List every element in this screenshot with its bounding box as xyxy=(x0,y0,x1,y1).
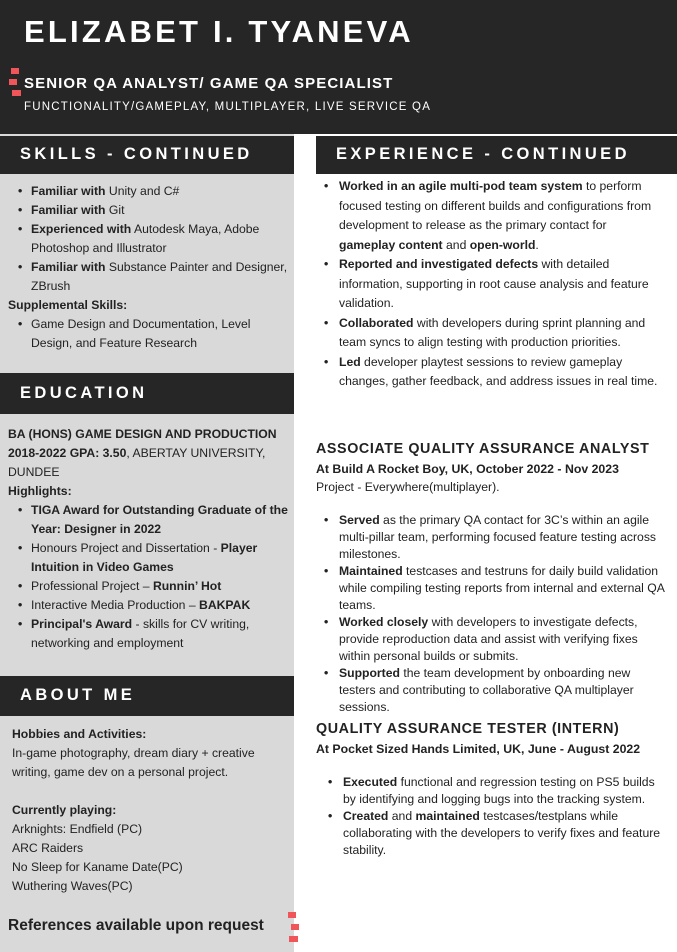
skill-level: Familiar with xyxy=(31,260,106,274)
supplemental-skills-list xyxy=(8,315,288,353)
skill-item xyxy=(8,258,288,296)
bullet-text: with developers to investigate defects, provide reproduction data and assist with verifying fixes within personal builds or submits. xyxy=(339,615,638,663)
highlight-item xyxy=(8,596,290,615)
candidate-specialties: FUNCTIONALITY/GAMEPLAY, MULTIPLAYER, LIVE SERVICE QA xyxy=(24,101,432,113)
skill-item xyxy=(8,201,288,220)
job-meta-qa-tester: At Pocket Sized Hands Limited, UK, June - August 2022 xyxy=(316,742,641,756)
bullet-bold: open-world xyxy=(469,237,536,252)
bullet-text: testcases and testruns for daily build validation while compiling testing reports from internal and external QA teams. xyxy=(339,564,665,612)
skill-level: Experienced with xyxy=(31,222,132,236)
skill-item xyxy=(8,182,288,201)
job-bullets-associate-qa xyxy=(316,512,666,716)
job-project-associate-qa: Project - Everywhere(multiplayer). xyxy=(316,480,500,494)
game-item: Arknights: Endfield (PC) xyxy=(12,822,143,836)
about-section xyxy=(12,725,290,896)
degree-gpa: GPA: 3.50 xyxy=(69,446,127,460)
job-bullet xyxy=(316,563,666,614)
highlight-bold: TIGA Award for Outstanding Graduate of the Year: Designer in 2022 xyxy=(31,503,288,536)
skill-text: Autodesk Maya, Adobe Photoshop and Illustrator xyxy=(31,222,260,255)
highlight-item xyxy=(8,539,290,577)
candidate-role: SENIOR QA ANALYST/ GAME QA SPECIALIST xyxy=(24,75,394,92)
bullet-text: functional and regression testing on PS5 builds by identifying and logging bugs into the tracking system. xyxy=(343,775,655,806)
skills-section xyxy=(8,182,288,353)
highlight-text: Professional Project – xyxy=(31,579,153,593)
education-heading-band xyxy=(0,373,294,414)
game-item: Wuthering Waves(PC) xyxy=(12,879,133,893)
accent-bracket-icon xyxy=(7,66,25,106)
bullet-text: as the primary QA contact for 3C’s within an agile multi-pillar team, performing focused feature testing across milestones. xyxy=(339,513,657,561)
bullet-text: the team development by onboarding new testers and contributing to collaborative QA multiplayer sessions. xyxy=(339,666,634,714)
accent-bracket-icon xyxy=(284,910,302,950)
highlights-label: Highlights: xyxy=(8,484,72,498)
degree-title: BA (HONS) GAME DESIGN AND PRODUCTION xyxy=(8,427,277,441)
skill-level: Familiar with xyxy=(31,203,106,217)
job-bullet xyxy=(320,808,670,859)
bullet-text: and xyxy=(388,809,416,823)
job-bullets-qa-tester xyxy=(320,774,670,859)
resume-header xyxy=(0,0,677,134)
job-title-associate-qa: ASSOCIATE QUALITY ASSURANCE ANALYST xyxy=(316,441,650,457)
experience-continued xyxy=(316,177,666,392)
highlight-bold: Runnin’ Hot xyxy=(152,579,222,593)
highlight-text: Interactive Media Production – xyxy=(31,598,200,612)
skills-heading-band xyxy=(0,136,294,174)
job-bullets-list xyxy=(316,512,666,716)
games-list xyxy=(12,820,290,896)
currently-playing-label: Currently playing: xyxy=(12,803,117,817)
highlight-item xyxy=(8,615,290,653)
job-bullet xyxy=(316,512,666,563)
skill-text: Git xyxy=(105,203,125,217)
bullet-text: to perform focused testing on different builds and configurations from development to release as the primary contact for xyxy=(339,179,652,232)
skills-list xyxy=(8,182,288,296)
experience-bullet xyxy=(316,314,666,353)
game-item: No Sleep for Kaname Date(PC) xyxy=(12,860,183,874)
bullet-bold: Executed xyxy=(343,775,398,789)
about-heading: ABOUT ME xyxy=(20,686,136,704)
highlight-text: - skills for CV writing, networking and employment xyxy=(31,617,250,650)
hobbies-text: In-game photography, dream diary + creative writing, game dev on a personal project. xyxy=(12,746,255,779)
skill-item xyxy=(8,220,288,258)
bullet-bold: Led xyxy=(339,354,361,369)
experience-heading-band xyxy=(316,136,677,174)
experience-bullet xyxy=(316,177,666,255)
highlight-item xyxy=(8,501,290,539)
bullet-bold: Worked in an agile multi-pod team system xyxy=(339,179,583,193)
supplemental-skills-label: Supplemental Skills: xyxy=(8,298,128,312)
hobbies-label: Hobbies and Activities: xyxy=(12,727,147,741)
bullet-text: with developers during sprint planning and team syncs to align testing with production priorities. xyxy=(339,315,646,349)
degree-school: , ABERTAY UNIVERSITY, DUNDEE xyxy=(8,446,266,479)
game-item: ARC Raiders xyxy=(12,841,84,855)
bullet-text: developer playtest sessions to review gameplay changes, gather feedback, and address issues in real time. xyxy=(339,354,658,388)
education-section xyxy=(8,425,290,653)
skill-level: Familiar with xyxy=(31,184,106,198)
skills-heading: SKILLS - CONTINUED xyxy=(20,145,253,163)
job-title-qa-tester: QUALITY ASSURANCE TESTER (INTERN) xyxy=(316,721,620,737)
bullet-bold: Reported and investigated defects xyxy=(339,257,539,271)
supplemental-skill-item: • Game Design and Documentation, Level Design, and Feature Research xyxy=(8,315,288,353)
bullet-text: . xyxy=(535,237,539,252)
about-heading-band xyxy=(0,676,294,716)
bullet-text: with detailed information, supporting in root cause analysis and feature validation. xyxy=(339,257,649,310)
highlight-text: Honours Project and Dissertation - xyxy=(31,541,221,555)
highlight-bold: Principal's Award xyxy=(31,617,133,631)
experience-bullet xyxy=(316,353,666,392)
bullet-bold: Supported xyxy=(339,666,400,680)
job-bullet xyxy=(316,614,666,665)
bullet-bold: maintained xyxy=(415,809,480,823)
bullet-bold: Maintained xyxy=(339,564,403,578)
experience-bullet xyxy=(316,255,666,314)
references-note: References available upon request xyxy=(8,917,264,934)
bullet-bold: Served xyxy=(339,513,380,527)
candidate-name: ELIZABET I. TYANEVA xyxy=(24,14,414,49)
skill-text: Unity and C# xyxy=(105,184,180,198)
experience-heading: EXPERIENCE - CONTINUED xyxy=(336,145,630,163)
experience-continued-list xyxy=(316,177,666,392)
highlight-item xyxy=(8,577,290,596)
bullet-bold: Worked closely xyxy=(339,615,429,629)
highlight-bold: BAKPAK xyxy=(199,598,251,612)
bullet-bold: Collaborated xyxy=(339,315,414,330)
highlights-list xyxy=(8,501,290,653)
job-bullet xyxy=(316,665,666,716)
degree-years: 2018-2022 xyxy=(8,446,67,460)
highlight-bold: Player Intuition in Video Games xyxy=(31,541,258,574)
bullet-bold: gameplay content xyxy=(339,237,443,252)
bullet-text: and xyxy=(442,237,470,252)
job-bullets-list xyxy=(320,774,670,859)
job-meta-associate-qa: At Build A Rocket Boy, UK, October 2022 - Nov 2023 xyxy=(316,462,619,476)
job-bullet xyxy=(320,774,670,808)
degree-details xyxy=(8,444,290,482)
education-heading: EDUCATION xyxy=(20,384,148,402)
skill-text: Substance Painter and Designer, ZBrush xyxy=(31,260,288,293)
bullet-text: testcases/testplans while collaborating with the developers to verify fixes and feature stability. xyxy=(343,809,661,857)
bullet-bold: Created xyxy=(343,809,389,823)
